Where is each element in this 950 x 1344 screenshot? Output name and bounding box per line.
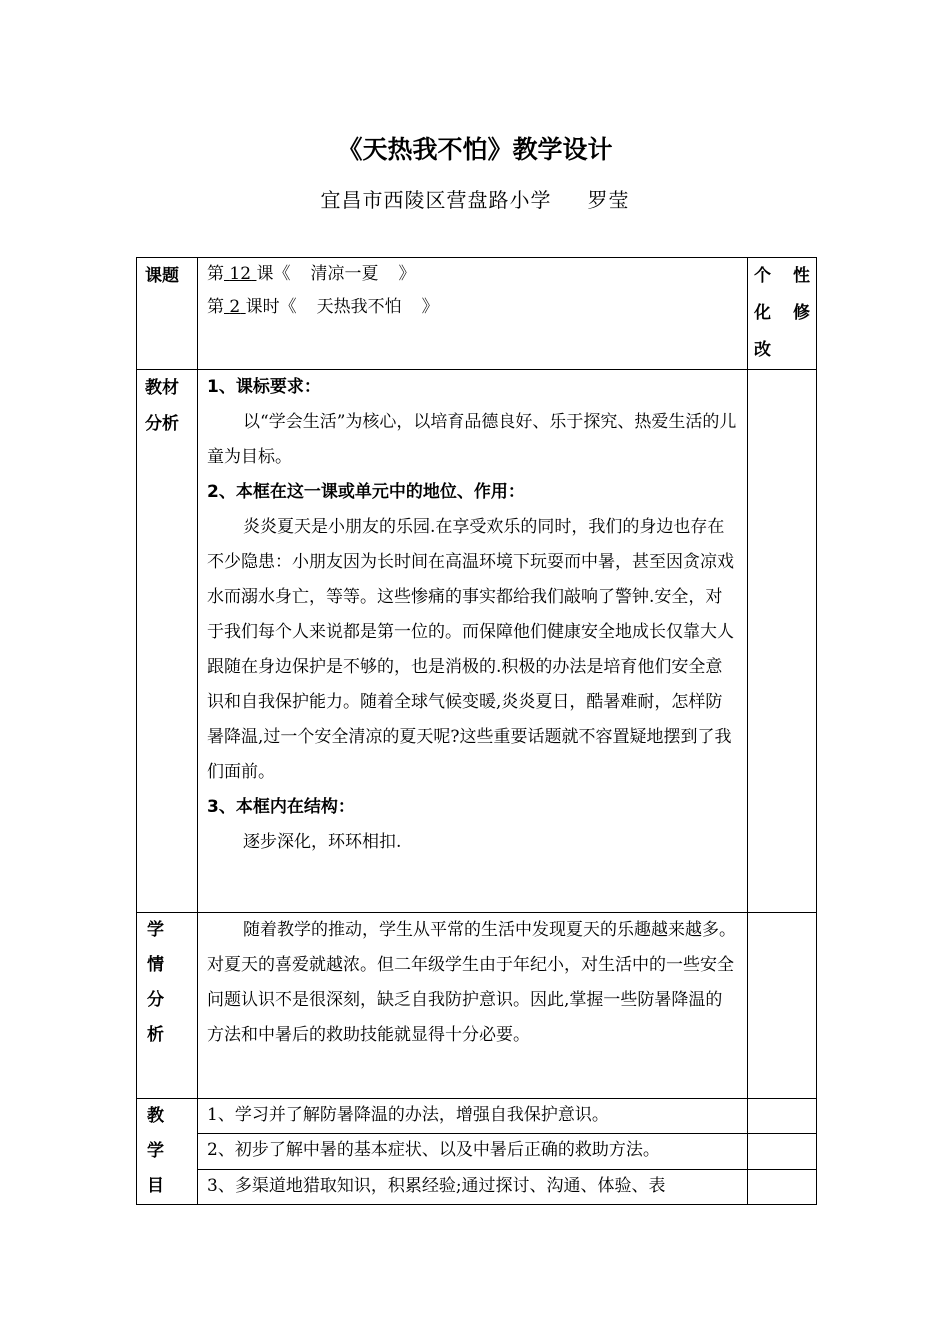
student-analysis-label: 学 情 分 析 (137, 913, 198, 1099)
section-heading: 2、本框在这一课或单元中的地位、作用： (207, 482, 525, 502)
material-analysis-row (137, 370, 817, 913)
goal-item: 1、学习并了解防暑降温的办法，增强自我保护意识。 (198, 1099, 748, 1134)
material-analysis-content (198, 370, 748, 913)
period-title: 天热我不怕 (316, 297, 402, 317)
paragraph: 逐步深化，环环相扣. (243, 832, 402, 852)
student-analysis-content (198, 913, 748, 1099)
lesson-plan-table (136, 257, 817, 1205)
goal-row (137, 1169, 817, 1204)
section-heading: 3、本框内在结构： (207, 797, 355, 817)
lesson-line: 第 12 课《 清凉一夏 》 (207, 264, 416, 284)
paragraph: 炎炎夏天是小朋友的乐园.在享受欢乐的同时，我们的身边也存在不少隐患：小朋友因为长时间在高温环境下玩耍而中暑，甚至因贪凉戏水而溺水身亡，等等。这些惨痛的事实都给我们敲响了警钟.安全，对于我们每个人来说都是第一位的。而保障他们健康安全地成长仅靠大人跟随在身边保护是不够的，也是消极的.积极的办法是培育他们安全意识和自我保护能力。随着全球气候变暖,炎炎夏日，酷暑难耐，怎样防暑降温,过一个安全清凉的夏天呢?这些重要话题就不容置疑地摆到了我们面前。 (207, 517, 734, 782)
author-line (0, 186, 950, 214)
goal-item: 3、多渠道地猎取知识，积累经验;通过探讨、沟通、体验、表 (198, 1169, 748, 1204)
topic-content (198, 258, 748, 370)
personalized-edit-cell (748, 1099, 817, 1134)
lesson-title: 清凉一夏 (310, 264, 379, 284)
topic-label: 课题 (137, 258, 198, 370)
personalized-edit-cell (748, 913, 817, 1099)
personalized-edit-cell (748, 370, 817, 913)
teaching-goals-label: 教 学 目 (137, 1099, 198, 1205)
period-number: 2 (229, 297, 241, 317)
topic-row (137, 258, 817, 370)
author-name: 罗莹 (587, 188, 630, 212)
section-heading: 1、课标要求： (207, 377, 321, 397)
period-line: 第 2 课时《 天热我不怕 》 (207, 297, 439, 317)
goal-item: 2、初步了解中暑的基本症状、以及中暑后正确的救助方法。 (198, 1134, 748, 1169)
goal-row (137, 1099, 817, 1134)
lesson-number: 12 (229, 264, 252, 284)
paragraph: 随着教学的推动，学生从平常的生活中发现夏天的乐趣越来越多。对夏天的喜爱就越浓。但二年级学生由于年纪小，对生活中的一些安全问题认识不是很深刻，缺乏自我防护意识。因此,掌握一些防暑降温的方法和中暑后的救助技能就显得十分必要。 (207, 920, 736, 1045)
school-name: 宜昌市西陵区营盘路小学 (320, 188, 552, 212)
goal-row (137, 1134, 817, 1169)
personalized-edit-cell (748, 1134, 817, 1169)
document-title: 《天热我不怕》教学设计 (337, 135, 613, 164)
personalized-edit-cell (748, 1169, 817, 1204)
material-analysis-label: 教材 分析 (137, 370, 198, 913)
student-analysis-row (137, 913, 817, 1099)
personalized-edit-header: 个 性 化 修 改 (748, 258, 817, 370)
paragraph: 以“学会生活”为核心，以培育品德良好、乐于探究、热爱生活的儿童为目标。 (207, 412, 737, 467)
